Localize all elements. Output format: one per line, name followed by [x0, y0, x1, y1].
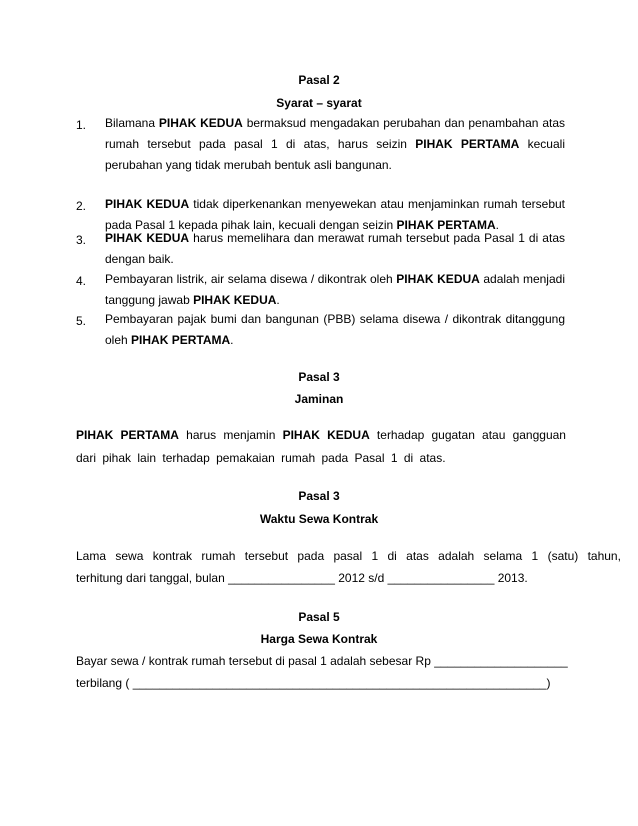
list-item: Bilamana PIHAK KEDUA bermaksud mengadakan perubahan dan penambahan atas rumah tersebut pada pasal 1 di atas, harus seizin PIHAK PERTAMA kecuali perubahan yang tidak merubah bentuk asli bangunan.: [105, 116, 565, 172]
pasal-3-title: Jaminan: [294, 392, 344, 406]
harga-line-2: terbilang ( ______________________________________________________________): [76, 676, 551, 690]
list-item: Pembayaran pajak bumi dan bangunan (PBB) selama disewa / dikontrak ditanggung oleh PIHAK PERTAMA.: [105, 312, 565, 347]
waktu-line-2: terhitung dari tanggal, bulan ________________ 2012 s/d ________________ 2013.: [76, 571, 528, 585]
list-item-number: 5.: [76, 314, 87, 328]
waktu-line-1: Lama sewa kontrak rumah tersebut pada pasal 1 di atas adalah selama 1 (satu) tahun,: [76, 549, 621, 563]
pasal-5-number: Pasal 5: [298, 610, 340, 624]
harga-line-1: Bayar sewa / kontrak rumah tersebut di pasal 1 adalah sebesar Rp ____________________: [76, 654, 568, 668]
list-item: Pembayaran listrik, air selama disewa / dikontrak oleh PIHAK KEDUA adalah menjadi tanggung jawab PIHAK KEDUA.: [105, 272, 565, 307]
jaminan-paragraph: PIHAK PERTAMA harus menjamin PIHAK KEDUA terhadap gugatan atau gangguan dari pihak lain terhadap pemakaian rumah pada Pasal 1 di atas.: [76, 428, 566, 465]
pasal-3-number: Pasal 3: [298, 370, 340, 384]
pasal-3-waktu-number: Pasal 3: [298, 489, 340, 503]
list-item-number: 2.: [76, 199, 87, 213]
pasal-3-waktu-title: Waktu Sewa Kontrak: [259, 512, 379, 526]
pasal-2-title: Syarat – syarat: [276, 96, 362, 110]
list-item: PIHAK KEDUA tidak diperkenankan menyewekan atau menjaminkan rumah tersebut pada Pasal 1 kepada pihak lain, kecuali dengan seizin PIHAK PERTAMA.: [105, 197, 566, 232]
list-item: PIHAK KEDUA harus memelihara dan merawat rumah tersebut pada Pasal 1 di atas dengan baik.: [105, 231, 565, 266]
list-item-number: 4.: [76, 274, 87, 288]
list-item-number: 1.: [76, 118, 87, 132]
pasal-5-title: Harga Sewa Kontrak: [260, 632, 378, 646]
pasal-2-number: Pasal 2: [298, 73, 340, 87]
list-item-number: 3.: [76, 233, 87, 247]
